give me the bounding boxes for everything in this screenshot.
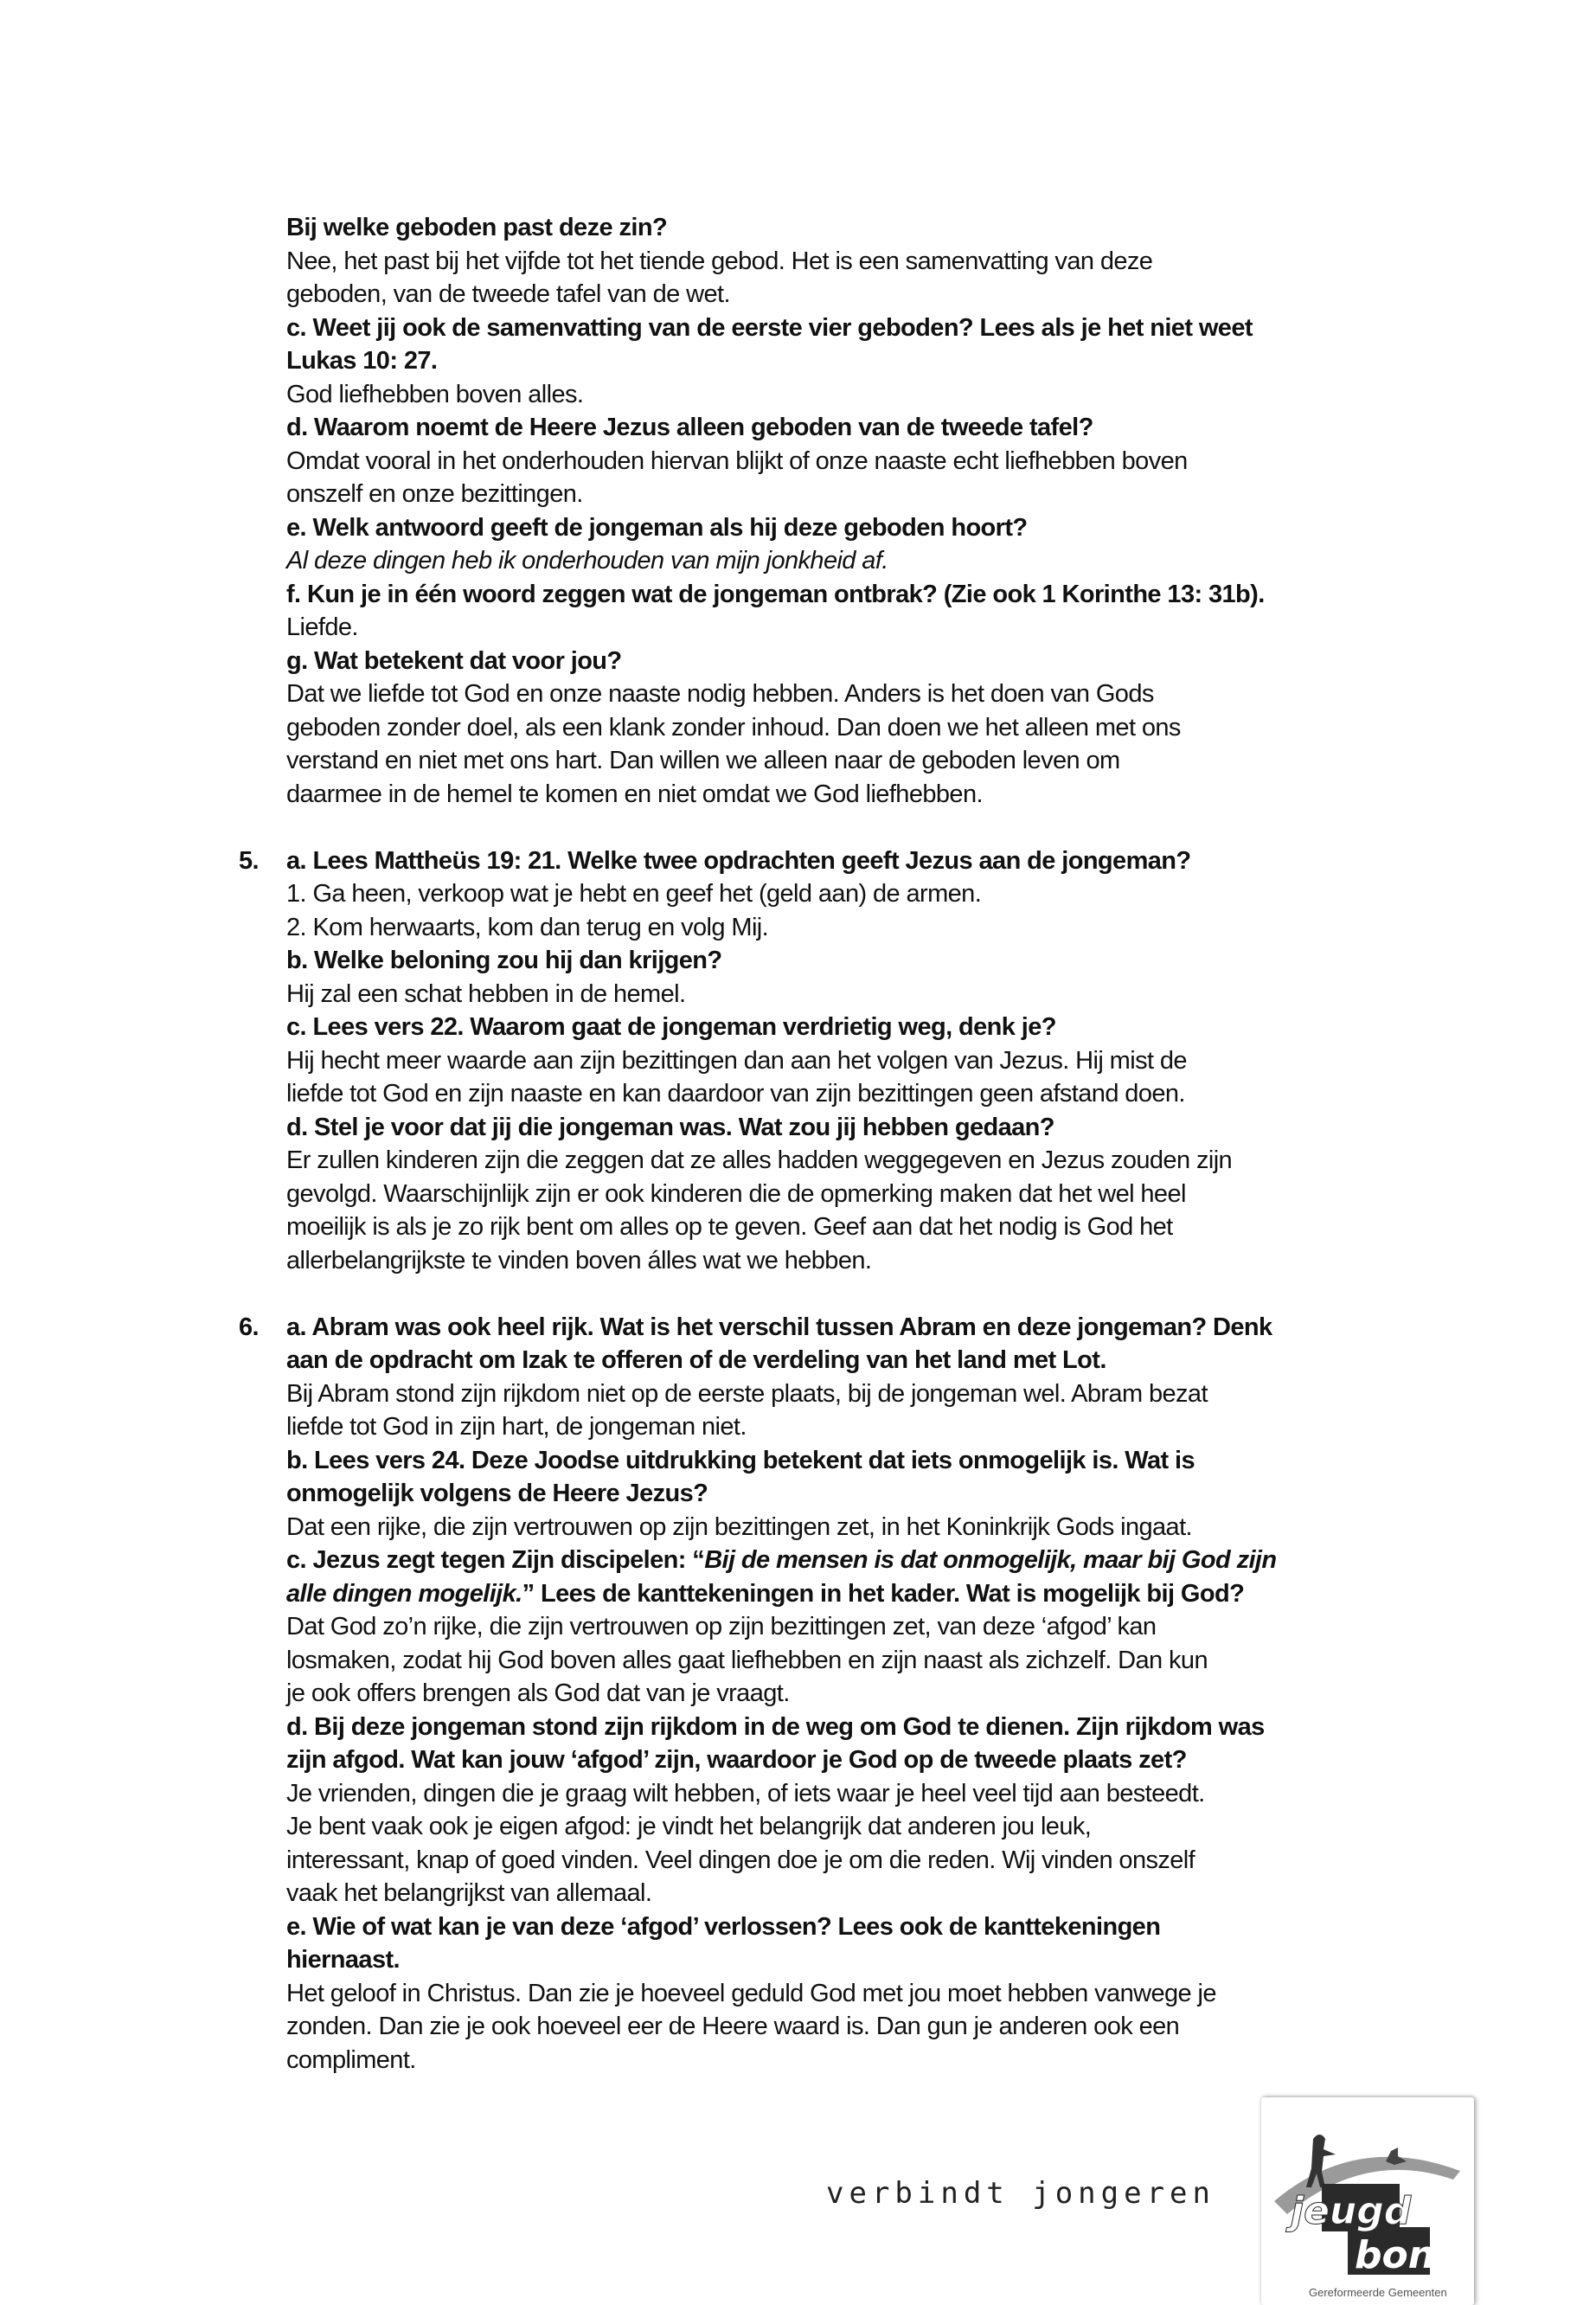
question-text: c. Weet jij ook de samenvatting van de eerste vier geboden? Lees als je het niet weet <box>286 313 1253 342</box>
answer-text: moeilijk is als je zo rijk bent om alles op te geven. Geef aan dat het nodig is God het <box>286 1213 1173 1241</box>
text-line <box>286 1044 1277 1078</box>
text-line <box>286 544 1277 578</box>
text-line <box>239 1311 1277 1345</box>
question-text: d. Waarom noemt de Heere Jezus alleen geboden van de tweede tafel? <box>286 414 1093 441</box>
text-line <box>239 844 1277 878</box>
question-text: Bij welke geboden past deze zin? <box>286 214 668 241</box>
footer-tagline: verbindt jongeren <box>826 2176 1215 2211</box>
answer-text: liefde tot God en zijn naaste en kan daardoor van zijn bezittingen geen afstand doen. <box>286 1080 1185 1108</box>
text-line <box>286 378 1277 412</box>
text-line <box>286 1810 1277 1844</box>
answer-text: interessant, knap of goed vinden. Veel dingen doe je om die reden. Wij vinden onszelf <box>286 1846 1195 1874</box>
text-line <box>286 578 1277 612</box>
answer-text: 1. Ga heen, verkoop wat je hebt en geef het (geld aan) de armen. <box>286 880 982 908</box>
text-line <box>286 1011 1277 1044</box>
text-line <box>286 1477 1277 1511</box>
text-line <box>286 1877 1277 1910</box>
text-line <box>286 1511 1277 1544</box>
text-line <box>286 1677 1277 1711</box>
question-text: b. Welke beloning zou hij dan krijgen? <box>286 947 722 974</box>
answer-text: verstand en niet met ons hart. Dan willen we alleen naar de geboden leven om <box>286 747 1120 774</box>
question-text: Lukas 10: 27. <box>286 347 438 375</box>
text-line <box>286 245 1277 279</box>
text-line <box>286 1111 1277 1145</box>
text-line <box>286 1344 1277 1377</box>
text-line <box>286 1777 1277 1811</box>
text-line <box>286 1610 1277 1644</box>
answer-text: Hij zal een schat hebben in de hemel. <box>286 979 686 1008</box>
text-line <box>286 478 1277 511</box>
answer-text: Omdat vooral in het onderhouden hiervan blijkt of onze naaste echt liefhebben boven <box>286 446 1188 475</box>
answer-text: liefde tot God in zijn hart, de jongeman niet. <box>286 1413 747 1441</box>
text-line <box>286 1910 1277 1944</box>
text-line <box>286 645 1277 678</box>
answer-text: je ook offers brengen als God dat van je vraagt. <box>286 1679 790 1707</box>
answer-text: 2. Kom herwaarts, kom dan terug en volg Mij. <box>286 913 769 941</box>
text-line <box>286 1644 1277 1678</box>
question-text: b. Lees vers 24. Deze Joodse uitdrukking betekent dat iets onmogelijk is. Wat is <box>286 1446 1195 1474</box>
text-line <box>286 1844 1277 1878</box>
question-text: ” Lees de kanttekeningen in het kader. Wat is mogelijk bij God? <box>522 1579 1245 1608</box>
text-line <box>286 877 1277 911</box>
text-line <box>286 1577 1277 1611</box>
question-text: zijn afgod. Wat kan jouw ‘afgod’ zijn, waardoor je God op de tweede plaats zet? <box>286 1746 1187 1774</box>
quote-text: Al deze dingen heb ik onderhouden van mijn jonkheid af. <box>286 547 888 575</box>
text-line <box>286 1144 1277 1178</box>
text-line <box>286 1711 1277 1744</box>
answer-text: Je bent vaak ook je eigen afgod: je vindt het belangrijk dat anderen jou leuk, <box>286 1813 1092 1840</box>
question-text: g. Wat betekent dat voor jou? <box>286 646 622 675</box>
text-line <box>286 1410 1277 1444</box>
question-text: e. Welk antwoord geeft de jongeman als hij deze geboden hoort? <box>286 513 1028 542</box>
question-text: d. Stel je voor dat jij die jongeman was. Wat zou jij hebben gedaan? <box>286 1113 1054 1141</box>
answer-text: God liefhebben boven alles. <box>286 380 584 408</box>
text-line <box>286 1210 1277 1244</box>
answer-text: Er zullen kinderen zijn die zeggen dat ze alles hadden weggegeven en Jezus zouden zijn <box>286 1146 1233 1174</box>
text-line <box>286 411 1277 445</box>
text-line <box>286 1544 1277 1577</box>
answer-text: Dat een rijke, die zijn vertrouwen op zijn bezittingen zet, in het Koninkrijk Gods ingaat. <box>286 1512 1192 1541</box>
answer-text: Dat God zo’n rijke, die zijn vertrouwen op zijn bezittingen zet, van deze ‘afgod’ kan <box>286 1613 1157 1640</box>
answer-text: Liefde. <box>286 613 358 641</box>
text-line <box>286 311 1277 345</box>
text-line <box>286 1377 1277 1411</box>
question-number: 6. <box>239 1313 259 1341</box>
answer-text: compliment. <box>286 2045 416 2074</box>
text-line <box>286 1178 1277 1211</box>
answer-text: daarmee in de hemel te komen en niet omdat we God liefhebben. <box>286 780 983 808</box>
answer-text: vaak het belangrijkst van allemaal. <box>286 1879 652 1907</box>
question-text: f. Kun je in één woord zeggen wat de jongeman ontbrak? (Zie ook 1 Korinthe 13: 31b). <box>286 580 1265 608</box>
text-line <box>286 1444 1277 1478</box>
text-line <box>286 744 1277 778</box>
text-line <box>286 1977 1277 2011</box>
question-text: Bij de mensen is dat onmogelijk, maar bij God zijn <box>704 1546 1277 1574</box>
answer-text: onszelf en onze bezittingen. <box>286 480 583 508</box>
question-text: a. Abram was ook heel rijk. Wat is het verschil tussen Abram en deze jongeman? Denk <box>286 1313 1272 1341</box>
logo-graphic-icon <box>1261 2097 1474 2305</box>
answer-text: gevolgd. Waarschijnlijk zijn er ook kinderen die de opmerking maken dat het wel heel <box>286 1179 1186 1208</box>
text-line <box>286 611 1277 645</box>
text-line <box>286 1743 1277 1777</box>
text-line <box>286 211 1277 245</box>
text-line <box>286 2010 1277 2044</box>
svg-text:bond: bond <box>1355 2233 1463 2277</box>
question-text: a. Lees Mattheüs 19: 21. Welke twee opdrachten geeft Jezus aan de jongeman? <box>286 846 1191 875</box>
text-line <box>286 1244 1277 1278</box>
question-text: c. Lees vers 22. Waarom gaat de jongeman verdrietig weg, denk je? <box>286 1013 1056 1041</box>
question-number: 5. <box>239 846 259 875</box>
answer-text: zonden. Dan zie je ook hoeveel eer de Heere waard is. Dan gun je anderen ook een <box>286 2013 1180 2040</box>
question-text: hiernaast. <box>286 1946 400 1974</box>
answer-text: Bij Abram stond zijn rijkdom niet op de eerste plaats, bij de jongeman wel. Abram bezat <box>286 1379 1208 1408</box>
logo-caption: Gereformeerde Gemeenten <box>1309 2286 1447 2299</box>
question-text: alle dingen mogelijk. <box>286 1579 522 1608</box>
text-line <box>286 711 1277 745</box>
question-text: e. Wie of wat kan je van deze ‘afgod’ verlossen? Lees ook de kanttekeningen <box>286 1912 1161 1941</box>
answer-text: geboden, van de tweede tafel van de wet. <box>286 280 730 308</box>
answer-text: allerbelangrijkste te vinden boven álles wat we hebben. <box>286 1246 872 1274</box>
text-line <box>286 778 1277 812</box>
text-line <box>286 1943 1277 1977</box>
text-line <box>286 344 1277 378</box>
blank-line <box>286 1277 1277 1311</box>
text-line <box>286 978 1277 1011</box>
answer-text: Je vrienden, dingen die je graag wilt hebben, of iets waar je heel veel tijd aan besteedt. <box>286 1779 1205 1807</box>
text-line <box>286 445 1277 478</box>
text-line <box>286 677 1277 711</box>
text-line <box>286 278 1277 311</box>
answer-text: Het geloof in Christus. Dan zie je hoeveel geduld God met jou moet hebben vanwege je <box>286 1979 1216 2007</box>
answer-text: Hij hecht meer waarde aan zijn bezittingen dan aan het volgen van Jezus. Hij mist de <box>286 1046 1187 1075</box>
answer-text: Dat we liefde tot God en onze naaste nodig hebben. Anders is het doen van Gods <box>286 680 1154 708</box>
question-text: d. Bij deze jongeman stond zijn rijkdom in de weg om God te dienen. Zijn rijkdom was <box>286 1712 1265 1741</box>
text-line <box>286 944 1277 978</box>
answer-text: Nee, het past bij het vijfde tot het tiende gebod. Het is een samenvatting van deze <box>286 247 1153 275</box>
answer-text: losmaken, zodat hij God boven alles gaat liefhebben en zijn naast als zichzelf. Dan kun <box>286 1646 1208 1674</box>
question-text: onmogelijk volgens de Heere Jezus? <box>286 1480 708 1507</box>
text-line <box>286 2044 1277 2077</box>
text-line <box>286 911 1277 945</box>
question-text: c. Jezus zegt tegen Zijn discipelen: “ <box>286 1546 705 1574</box>
document-body <box>239 211 1277 2077</box>
svg-text:jeugd: jeugd <box>1291 2189 1412 2233</box>
blank-line <box>286 811 1277 844</box>
text-line <box>286 1077 1277 1111</box>
jeugdbond-logo <box>1261 2097 1474 2305</box>
text-line <box>286 511 1277 545</box>
question-text: aan de opdracht om Izak te offeren of de verdeling van het land met Lot. <box>286 1346 1106 1374</box>
answer-text: geboden zonder doel, als een klank zonder inhoud. Dan doen we het alleen met ons <box>286 713 1181 742</box>
